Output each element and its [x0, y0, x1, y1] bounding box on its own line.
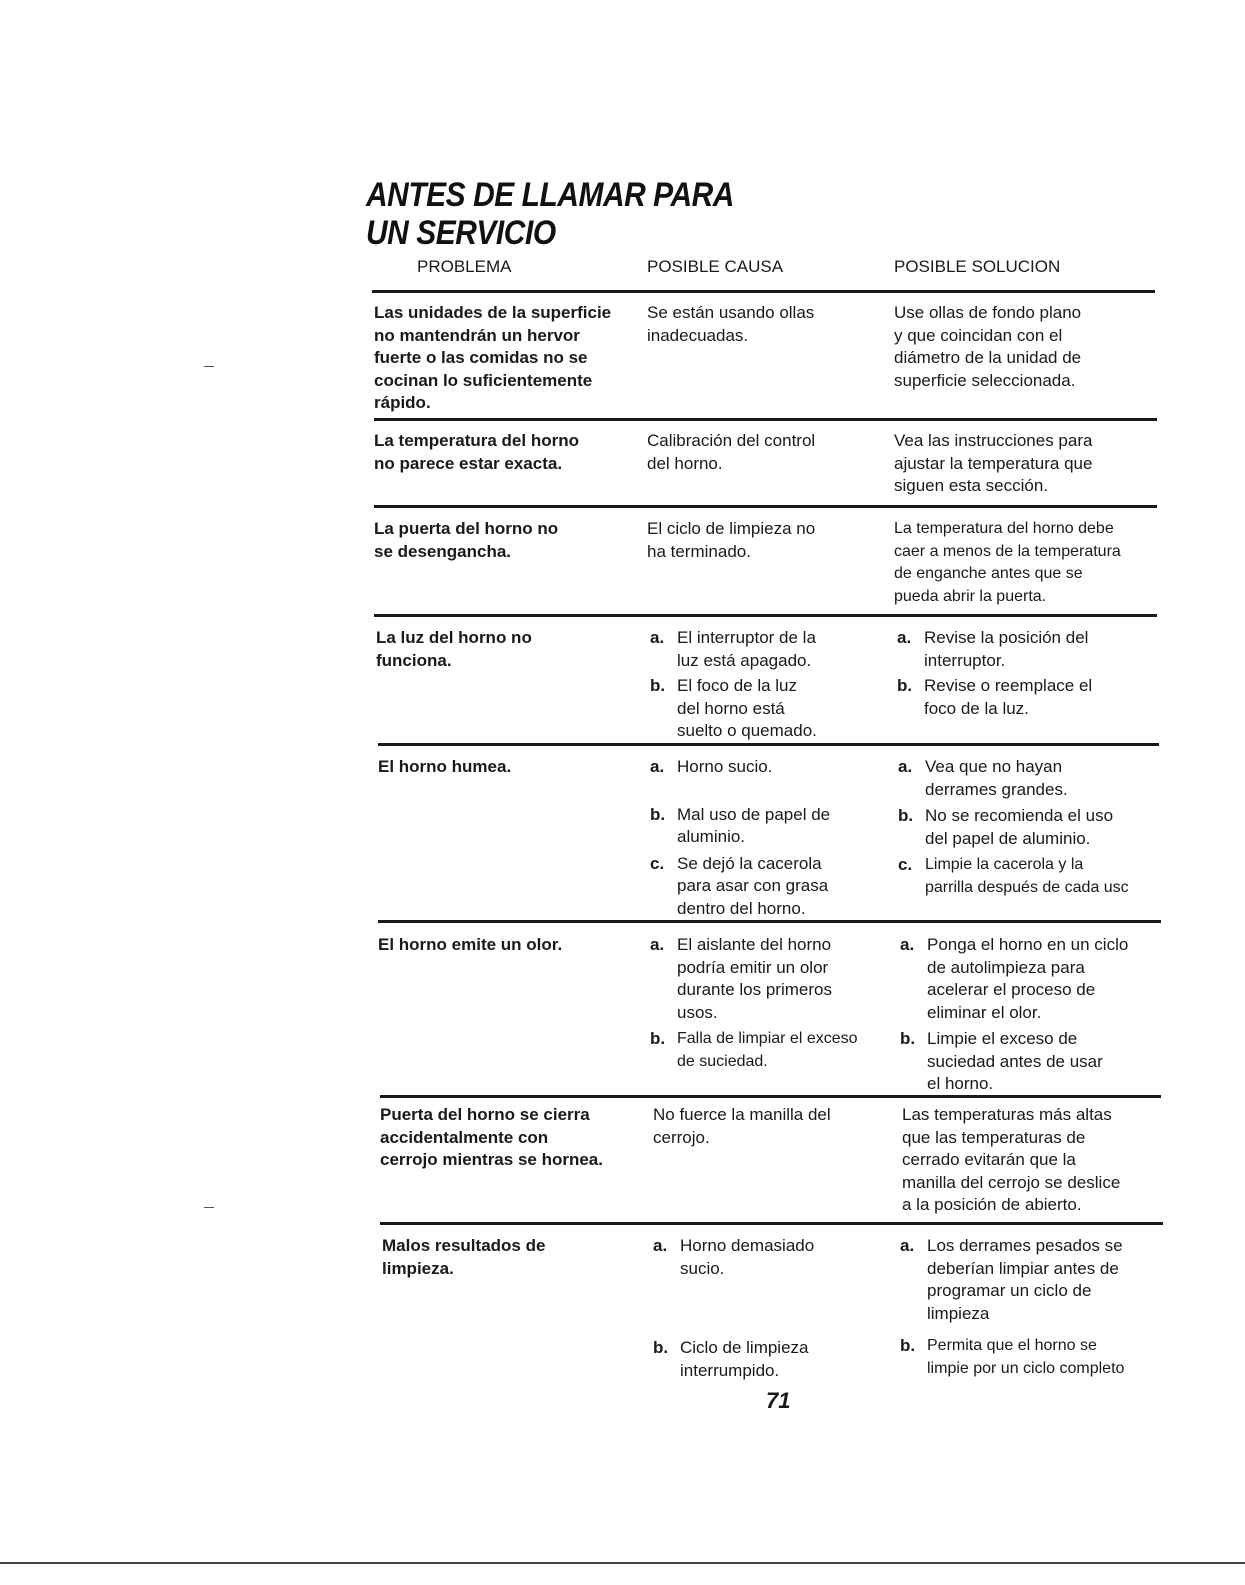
problem-text: La puerta del horno no se desengancha.: [374, 519, 559, 561]
cause-text: Calibración del control del horno.: [647, 431, 816, 473]
list-item: [650, 756, 890, 779]
item-letter: a.: [653, 1236, 668, 1255]
list-item: [900, 1235, 1170, 1325]
item-letter: b.: [653, 1338, 669, 1357]
row-divider: [374, 505, 1157, 508]
item-text: Los derrames pesados se deberían limpiar antes de programar un ciclo de limpieza: [927, 1236, 1123, 1323]
solution-list: [900, 934, 1170, 1099]
problem-text: Puerta del horno se cierra accidentalmente con cerrojo mientras se hornea.: [380, 1105, 603, 1169]
list-item: [650, 804, 890, 849]
page-number: 71: [766, 1388, 791, 1413]
item-letter: a.: [650, 935, 665, 954]
row-divider: [374, 418, 1157, 421]
row-divider: [378, 743, 1159, 746]
list-item: [650, 853, 890, 921]
solution-list: [898, 756, 1173, 902]
item-letter: a.: [650, 628, 665, 647]
cause-list: [650, 934, 895, 1076]
item-text: Horno sucio.: [677, 757, 773, 776]
solution-list: [897, 627, 1167, 723]
header-rule: [372, 290, 1155, 293]
problem-text: Las unidades de la superficie no mantendrán un hervor fuerte o las comidas no se cocinan lo suficientemente rápido.: [374, 303, 612, 412]
item-text: El aislante del horno podría emitir un olor durante los primeros usos.: [677, 935, 832, 1022]
cause-list: [650, 627, 890, 746]
item-text: El foco de la luz del horno está suelto o quemado.: [677, 676, 817, 740]
page-title-line-2: UN SERVICIO: [366, 214, 556, 252]
cause-list: [653, 1235, 893, 1385]
item-letter: a.: [900, 1236, 915, 1255]
header-problem: PROBLEMA: [417, 257, 512, 276]
list-item: [650, 1028, 895, 1073]
cause-text: No fuerce la manilla del cerrojo.: [653, 1105, 831, 1147]
list-item: [897, 627, 1167, 672]
item-letter: c.: [650, 853, 665, 873]
item-letter: a.: [898, 757, 913, 776]
row-divider: [380, 1222, 1163, 1225]
list-item: [897, 675, 1167, 720]
item-text: No se recomienda el uso del papel de aluminio.: [925, 806, 1114, 848]
item-text: Revise la posición del interruptor.: [924, 628, 1089, 670]
cause-list: [650, 756, 890, 923]
row-divider: [378, 920, 1161, 923]
item-letter: a.: [650, 757, 665, 776]
item-letter: b.: [650, 804, 666, 824]
list-item: [653, 1337, 893, 1382]
item-letter: b.: [897, 676, 913, 695]
item-text: Revise o reemplace el foco de la luz.: [924, 676, 1093, 718]
problem-text: La luz del horno no funciona.: [376, 628, 532, 670]
edge-mark: [204, 366, 214, 367]
list-item: [900, 934, 1170, 1024]
header-solution: POSIBLE SOLUCION: [894, 257, 1061, 276]
item-text: Horno demasiado sucio.: [680, 1236, 815, 1278]
item-text: Limpie el exceso de suciedad antes de usar el horno.: [927, 1029, 1103, 1093]
page-title: [366, 176, 734, 252]
item-text: Mal uso de papel de aluminio.: [677, 804, 831, 846]
item-text: Falla de limpiar el exceso de suciedad.: [677, 1030, 858, 1070]
cause-text: Se están usando ollas inadecuadas.: [647, 303, 815, 345]
problem-text: El horno emite un olor.: [378, 935, 563, 954]
item-letter: b.: [650, 1029, 666, 1048]
solution-text: Use ollas de fondo plano y que coincidan con el diámetro de la unidad de superficie seleccionada.: [894, 303, 1082, 390]
problem-text: Malos resultados de limpieza.: [382, 1236, 546, 1278]
item-letter: b.: [898, 806, 914, 825]
item-letter: a.: [897, 628, 912, 647]
list-item: [900, 1335, 1170, 1380]
list-item: [898, 805, 1173, 850]
list-item: [650, 934, 895, 1024]
solution-text: Vea las instrucciones para ajustar la temperatura que siguen esta sección.: [894, 431, 1093, 495]
list-item: [900, 1028, 1170, 1096]
solution-text: Las temperaturas más altas que las temperaturas de cerrado evitarán que la manilla del cerrojo se deslice a la posición de abierto.: [902, 1105, 1121, 1214]
item-text: Se dejó la cacerola para asar con grasa dentro del horno.: [677, 853, 829, 918]
item-text: Ciclo de limpieza interrumpido.: [680, 1338, 809, 1380]
item-text: Limpie la cacerola y la parrilla después de cada usc: [925, 856, 1129, 896]
list-item: [898, 756, 1173, 801]
item-text: Ponga el horno en un ciclo de autolimpieza para acelerar el proceso de eliminar el olor.: [927, 935, 1129, 1022]
header-cause: POSIBLE CAUSA: [647, 257, 784, 276]
item-text: Vea que no hayan derrames grandes.: [925, 757, 1068, 799]
row-divider: [374, 614, 1157, 617]
list-item: [653, 1235, 893, 1280]
solution-list: [900, 1235, 1170, 1383]
page-title-line-1: ANTES DE LLAMAR PARA: [366, 176, 734, 214]
item-letter: c.: [898, 855, 913, 874]
item-text: El interruptor de la luz está apagado.: [677, 628, 816, 670]
item-letter: b.: [900, 1336, 916, 1355]
cause-text: El ciclo de limpieza no ha terminado.: [647, 519, 816, 561]
list-item: [898, 854, 1173, 899]
item-letter: b.: [900, 1029, 916, 1048]
scan-bottom-edge: [0, 1562, 1245, 1564]
problem-text: La temperatura del horno no parece estar exacta.: [374, 431, 579, 473]
item-text: Permita que el horno se limpie por un ciclo completo: [927, 1337, 1125, 1377]
row-divider: [380, 1095, 1161, 1098]
list-item: [650, 627, 890, 672]
item-letter: a.: [900, 935, 915, 954]
edge-mark: [204, 1207, 214, 1208]
solution-text: La temperatura del horno debe caer a menos de la temperatura de enganche antes que se pueda abrir la puerta.: [894, 520, 1121, 605]
column-headers: [0, 257, 1245, 283]
item-letter: b.: [650, 676, 666, 695]
list-item: [650, 675, 890, 743]
problem-text: El horno humea.: [378, 757, 512, 776]
